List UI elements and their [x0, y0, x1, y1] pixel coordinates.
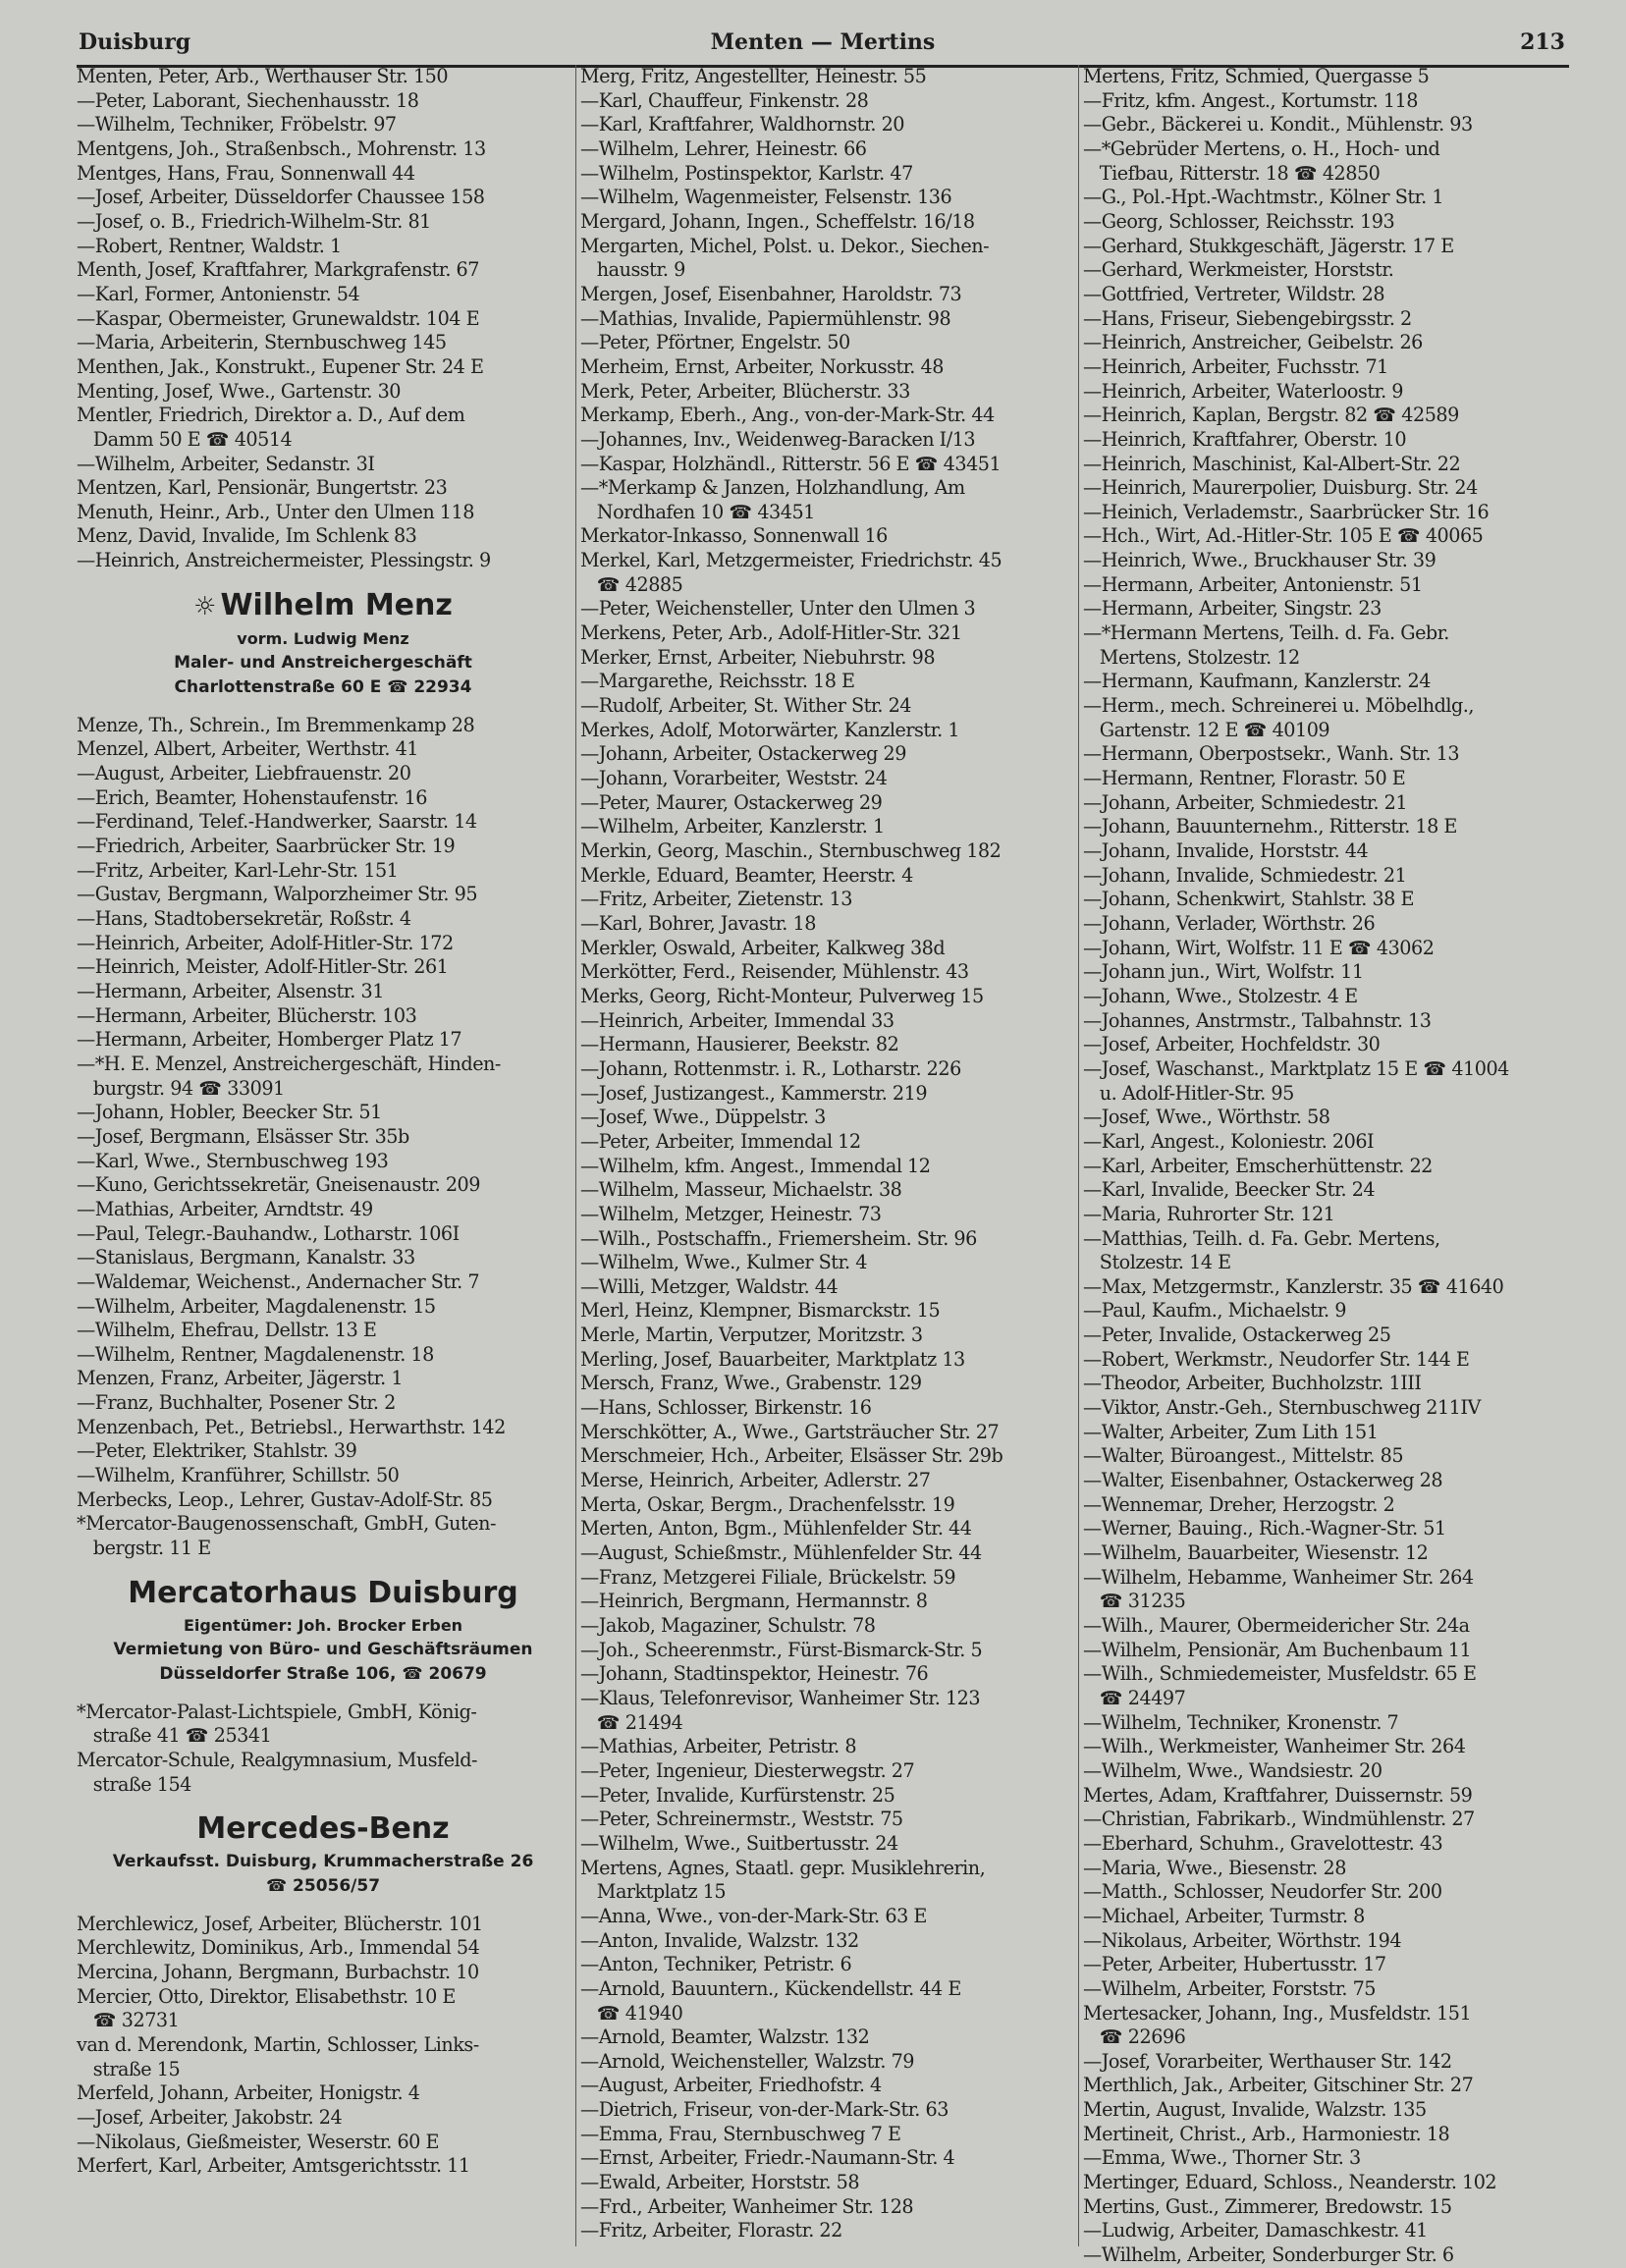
directory-entry: Mersch, Franz, Wwe., Grabenstr. 129: [580, 1372, 922, 1395]
directory-entry: —Wilhelm, Kranführer, Schillstr. 50: [77, 1464, 400, 1487]
directory-entry: —Christian, Fabrikarb., Windmühlenstr. 27: [1083, 1808, 1475, 1831]
directory-entry: —Stanislaus, Bergmann, Kanalstr. 33: [77, 1246, 415, 1269]
directory-entry: —Gustav, Bergmann, Walporzheimer Str. 95: [77, 883, 478, 906]
directory-entry: —Hans, Friseur, Siebengebirgsstr. 2: [1083, 306, 1412, 330]
directory-entry: Merl, Heinz, Klempner, Bismarckstr. 15: [580, 1299, 941, 1323]
directory-entry: —Hermann, Arbeiter, Singstr. 23: [1083, 597, 1382, 621]
directory-entry: —Robert, Rentner, Waldstr. 1: [77, 234, 342, 257]
directory-entry: —Heinrich, Wwe., Bruckhauser Str. 39: [1083, 549, 1436, 572]
directory-entry: Menzen, Franz, Arbeiter, Jägerstr. 1: [77, 1367, 404, 1390]
directory-entry: Merker, Ernst, Arbeiter, Niebuhrstr. 98: [580, 645, 936, 669]
column-3: [1078, 65, 1574, 2267]
directory-entry: —Wilh., Postschaffn., Friemersheim. Str. 96: [580, 1226, 977, 1250]
directory-entry: Menth, Josef, Kraftfahrer, Markgrafenstr. 67: [77, 258, 479, 282]
advert-title: Mercedes-Benz: [196, 1811, 450, 1847]
directory-entry: —Kaspar, Holzhändl., Ritterstr. 56 E ☎ 43451: [580, 452, 1002, 475]
directory-entry: —Peter, Maurer, Ostackerweg 29: [580, 790, 883, 814]
directory-entry: —Gebr., Bäckerei u. Kondit., Mühlenstr. 93: [1083, 113, 1473, 136]
directory-entry: —Johann, Bauunternehm., Ritterstr. 18 E: [1083, 815, 1457, 838]
directory-entry: —Maria, Wwe., Biesenstr. 28: [1083, 1856, 1346, 1879]
directory-entry: —Emma, Wwe., Thorner Str. 3: [1083, 2146, 1361, 2170]
directory-entry: —Ferdinand, Telef.-Handwerker, Saarstr. 14: [77, 810, 477, 834]
directory-entry: —Karl, Invalide, Beecker Str. 24: [1083, 1178, 1376, 1202]
advert-line: vorm. Ludwig Menz: [237, 628, 409, 648]
directory-entry: —Walter, Büroangest., Mittelstr. 85: [1083, 1444, 1404, 1468]
directory-entry: —Heinrich, Maschinist, Kal-Albert-Str. 22: [1083, 452, 1461, 475]
directory-entry: —Johann, Invalide, Horststr. 44: [1083, 839, 1369, 862]
directory-entry: u. Adolf-Hitler-Str. 95: [1083, 1081, 1294, 1105]
directory-entry: —Erich, Beamter, Hohenstaufenstr. 16: [77, 785, 427, 809]
directory-entry: —Anna, Wwe., von-der-Mark-Str. 63 E: [580, 1904, 927, 1927]
directory-entry: Mentges, Hans, Frau, Sonnenwall 44: [77, 161, 415, 185]
entry-list: [77, 65, 569, 573]
directory-entry: Menz, David, Invalide, Im Schlenk 83: [77, 524, 417, 548]
directory-entry: *Mercator-Palast-Lichtspiele, GmbH, König-: [77, 1700, 477, 1723]
directory-entry: —Johann, Invalide, Schmiedestr. 21: [1083, 863, 1407, 887]
directory-entry: Mertinger, Eduard, Schloss., Neanderstr. 102: [1083, 2171, 1497, 2194]
directory-entry: Mergen, Josef, Eisenbahner, Haroldstr. 73: [580, 282, 962, 305]
directory-entry: —Hermann, Arbeiter, Alsenstr. 31: [77, 979, 384, 1002]
directory-entry: —Eberhard, Schuhm., Gravelottestr. 43: [1083, 1831, 1443, 1855]
directory-entry: Mertes, Adam, Kraftfahrer, Duissernstr. 59: [1083, 1783, 1473, 1807]
directory-entry: —Ludwig, Arbeiter, Damaschkestr. 41: [1083, 2219, 1428, 2242]
directory-entry: —Heinrich, Arbeiter, Immendal 33: [580, 1008, 894, 1032]
directory-entry: —Mathias, Invalide, Papiermühlenstr. 98: [580, 306, 951, 330]
directory-entry: Merk, Peter, Arbeiter, Blücherstr. 33: [580, 379, 910, 403]
directory-entry: —Werner, Bauing., Rich.-Wagner-Str. 51: [1083, 1517, 1446, 1540]
directory-entry: Merschkötter, A., Wwe., Gartsträucher Str. 27: [580, 1420, 1000, 1443]
directory-entry: —Johannes, Inv., Weidenweg-Baracken I/13: [580, 427, 976, 451]
directory-entry: —Johann, Wirt, Wolfstr. 11 E ☎ 43062: [1083, 936, 1435, 959]
directory-entry: —Peter, Invalide, Ostackerweg 25: [1083, 1323, 1391, 1347]
directory-entry: —Waldemar, Weichenst., Andernacher Str. 7: [77, 1269, 480, 1293]
directory-entry: —Josef, Justizangest., Kammerstr. 219: [580, 1081, 928, 1105]
advert-title: ☼ Wilhelm Menz: [193, 587, 453, 622]
directory-entry: —Karl, Angest., Koloniestr. 206I: [1083, 1129, 1375, 1153]
directory-entry: —Paul, Kaufm., Michaelstr. 9: [1083, 1299, 1346, 1323]
directory-entry: —Maria, Ruhrorter Str. 121: [1083, 1202, 1335, 1225]
directory-entry: —Fritz, Arbeiter, Zietenstr. 13: [580, 888, 852, 911]
directory-entry: —Wilhelm, Arbeiter, Kanzlerstr. 1: [580, 815, 885, 838]
directory-entry: —Mathias, Arbeiter, Arndtstr. 49: [77, 1197, 373, 1220]
directory-entry: —Wilhelm, Bauarbeiter, Wiesenstr. 12: [1083, 1541, 1429, 1565]
directory-entry: Merle, Martin, Verputzer, Moritzstr. 3: [580, 1323, 923, 1347]
directory-entry: —Karl, Wwe., Sternbuschweg 193: [77, 1149, 389, 1172]
directory-entry: Merkator-Inkasso, Sonnenwall 16: [580, 524, 888, 548]
page-header: [77, 26, 1569, 68]
entry-list: [77, 1701, 569, 1798]
advert-line: Vermietung von Büro- und Geschäftsräumen: [113, 1640, 533, 1660]
directory-entry: Mercator-Schule, Realgymnasium, Musfeld-: [77, 1749, 478, 1771]
directory-entry: Merkler, Oswald, Arbeiter, Kalkweg 38d: [580, 936, 946, 959]
directory-entry: —Heinrich, Bergmann, Hermannstr. 8: [580, 1590, 928, 1613]
directory-entry: straße 154: [77, 1772, 191, 1796]
directory-entry: ☎ 22696: [1083, 2025, 1186, 2049]
directory-entry: Merkamp, Eberh., Ang., von-der-Mark-Str. 44: [580, 404, 995, 427]
directory-entry: —Wilhelm, Lehrer, Heinestr. 66: [580, 136, 867, 160]
directory-entry: —Wilhelm, Techniker, Kronenstr. 7: [1083, 1710, 1399, 1734]
directory-entry: Merkens, Peter, Arb., Adolf-Hitler-Str. 321: [580, 621, 962, 645]
entry-list: [77, 1913, 569, 2179]
directory-entry: Merthlich, Jak., Arbeiter, Gitschiner Str. 27: [1083, 2074, 1474, 2097]
directory-entry: —Franz, Metzgerei Filiale, Brückelstr. 59: [580, 1565, 956, 1589]
directory-entry: —Margarethe, Reichsstr. 18 E: [580, 670, 855, 693]
advert-line: Maler- und Anstreichergeschäft: [174, 653, 472, 674]
directory-entry: —Friedrich, Arbeiter, Saarbrücker Str. 19: [77, 835, 456, 858]
directory-entry: —Johannes, Anstrmstr., Talbahnstr. 13: [1083, 1008, 1432, 1032]
directory-entry: van d. Merendonk, Martin, Schlosser, Links-: [77, 2032, 479, 2056]
directory-entry: —Wennemar, Dreher, Herzogstr. 2: [1083, 1492, 1395, 1516]
directory-entry: —Jakob, Magaziner, Schulstr. 78: [580, 1614, 876, 1637]
directory-entry: Stolzestr. 14 E: [1083, 1251, 1231, 1274]
directory-entry: —Hermann, Arbeiter, Blücherstr. 103: [77, 1003, 417, 1027]
directory-entry: —Johann, Arbeiter, Schmiedestr. 21: [1083, 790, 1408, 814]
directory-entry: Mertineit, Christ., Arb., Harmoniestr. 18: [1083, 2122, 1450, 2145]
advert-line: ☎ 25056/57: [265, 1875, 381, 1896]
directory-entry: bergstr. 11 E: [77, 1537, 211, 1560]
directory-entry: —Max, Metzgermstr., Kanzlerstr. 35 ☎ 41640: [1083, 1274, 1504, 1298]
directory-entry: —Hermann, Kaufmann, Kanzlerstr. 24: [1083, 670, 1431, 693]
directory-entry: —Peter, Schreinermstr., Weststr. 75: [580, 1808, 903, 1831]
directory-entry: Tiefbau, Ritterstr. 18 ☎ 42850: [1083, 161, 1381, 185]
directory-entry: Damm 50 E ☎ 40514: [77, 427, 293, 451]
directory-entry: —Rudolf, Arbeiter, St. Wither Str. 24: [580, 694, 912, 718]
directory-entry: —Hermann, Hausierer, Beekstr. 82: [580, 1033, 899, 1056]
directory-entry: —Ernst, Arbeiter, Friedr.-Naumann-Str. 4: [580, 2146, 955, 2170]
directory-entry: —Johann, Wwe., Stolzestr. 4 E: [1083, 984, 1358, 1007]
directory-entry: —Heinrich, Kaplan, Bergstr. 82 ☎ 42589: [1083, 404, 1459, 427]
directory-entry: Menthen, Jak., Konstrukt., Eupener Str. 24 E: [77, 354, 484, 378]
directory-entry: straße 41 ☎ 25341: [77, 1724, 272, 1748]
directory-entry: —Karl, Kraftfahrer, Waldhornstr. 20: [580, 113, 904, 136]
directory-entry: —Josef, Vorarbeiter, Werthauser Str. 142: [1083, 2049, 1452, 2073]
directory-entry: —Dietrich, Friseur, von-der-Mark-Str. 63: [580, 2098, 948, 2122]
directory-entry: —Walter, Arbeiter, Zum Lith 151: [1083, 1420, 1379, 1443]
directory-entry: —Heinrich, Arbeiter, Waterloostr. 9: [1083, 379, 1404, 403]
directory-entry: —Wilhelm, Wwe., Kulmer Str. 4: [580, 1251, 867, 1274]
directory-entry: —Fritz, kfm. Angest., Kortumstr. 118: [1083, 88, 1418, 112]
directory-entry: —Hermann, Arbeiter, Antonienstr. 51: [1083, 572, 1423, 596]
directory-entry: —Frd., Arbeiter, Wanheimer Str. 128: [580, 2194, 914, 2218]
directory-entry: —Wilhelm, kfm. Angest., Immendal 12: [580, 1154, 931, 1177]
directory-entry: —Gottfried, Vertreter, Wildstr. 28: [1083, 282, 1385, 305]
directory-entry: —Johann, Hobler, Beecker Str. 51: [77, 1101, 382, 1124]
directory-entry: —Johann, Verlader, Wörthstr. 26: [1083, 911, 1376, 935]
directory-entry: Merta, Oskar, Bergm., Drachenfelsstr. 19: [580, 1492, 955, 1516]
directory-entry: Merks, Georg, Richt-Monteur, Pulverweg 15: [580, 984, 984, 1007]
directory-entry: Mercier, Otto, Direktor, Elisabethstr. 10 E: [77, 1984, 456, 2008]
directory-entry: —Joh., Scheerenmstr., Fürst-Bismarck-Str. 5: [580, 1638, 983, 1661]
directory-entry: —August, Arbeiter, Friedhofstr. 4: [580, 2074, 882, 2097]
directory-entry: —Gerhard, Stukkgeschäft, Jägerstr. 17 E: [1083, 234, 1454, 257]
directory-entry: —Wilhelm, Ehefrau, Dellstr. 13 E: [77, 1319, 377, 1342]
directory-entry: *Mercator-Baugenossenschaft, GmbH, Guten-: [77, 1512, 496, 1536]
directory-entry: Mertin, August, Invalide, Walzstr. 135: [1083, 2098, 1427, 2122]
directory-entry: —Heinrich, Arbeiter, Adolf-Hitler-Str. 172: [77, 931, 454, 954]
directory-entry: —Hans, Stadtobersekretär, Roßstr. 4: [77, 907, 411, 930]
directory-entry: —Wilhelm, Pensionär, Am Buchenbaum 11: [1083, 1638, 1472, 1661]
directory-entry: —Gerhard, Werkmeister, Horststr.: [1083, 258, 1394, 282]
directory-entry: —August, Arbeiter, Liebfrauenstr. 20: [77, 762, 411, 785]
directory-entry: —Johann, Rottenmstr. i. R., Lotharstr. 226: [580, 1056, 961, 1080]
directory-entry: —Wilhelm, Wwe., Suitbertusstr. 24: [580, 1831, 898, 1855]
directory-entry: ☎ 24497: [1083, 1686, 1186, 1709]
column-2: [575, 65, 1075, 2246]
directory-entry: Merkel, Karl, Metzgermeister, Friedrichstr. 45: [580, 549, 1003, 572]
directory-entry: —Mathias, Arbeiter, Petristr. 8: [580, 1735, 857, 1758]
directory-entry: —Wilhelm, Arbeiter, Sedanstr. 3I: [77, 452, 375, 475]
directory-entry: —Matth., Schlosser, Neudorfer Str. 200: [1083, 1880, 1442, 1904]
directory-entry: —Peter, Ingenieur, Diesterwegstr. 27: [580, 1758, 915, 1782]
directory-entry: Merfeld, Johann, Arbeiter, Honigstr. 4: [77, 2081, 420, 2105]
page-number: 213: [1520, 29, 1565, 55]
directory-entry: Merbecks, Leop., Lehrer, Gustav-Adolf-Str. 85: [77, 1487, 493, 1511]
directory-entry: Menzenbach, Pet., Betriebsl., Herwarthstr. 142: [77, 1415, 506, 1438]
directory-entry: —Robert, Werkmstr., Neudorfer Str. 144 E: [1083, 1347, 1470, 1371]
directory-entry: —Herm., mech. Schreinerei u. Möbelhdlg.,: [1083, 694, 1474, 718]
directory-entry: —Wilhelm, Hebamme, Wanheimer Str. 264: [1083, 1565, 1474, 1589]
directory-entry: —Maria, Arbeiterin, Sternbuschweg 145: [77, 331, 447, 354]
directory-entry: straße 15: [77, 2057, 181, 2080]
directory-entry: —Peter, Elektriker, Stahlstr. 39: [77, 1439, 357, 1463]
directory-entry: Mentgens, Joh., Straßenbsch., Mohrenstr. 13: [77, 136, 486, 160]
directory-entry: —Arnold, Bauuntern., Kückendellstr. 44 E: [580, 1976, 961, 2000]
directory-entry: Merkle, Eduard, Beamter, Heerstr. 4: [580, 863, 913, 887]
directory-entry: —*H. E. Menzel, Anstreichergeschäft, Hinden-: [77, 1052, 501, 1075]
directory-entry: Mertens, Agnes, Staatl. gepr. Musiklehrerin,: [580, 1856, 986, 1879]
directory-entry: —Peter, Pförtner, Engelstr. 50: [580, 331, 850, 354]
directory-entry: —Arnold, Weichensteller, Walzstr. 79: [580, 2049, 914, 2073]
directory-entry: —Heinich, Verlademstr., Saarbrücker Str. 16: [1083, 500, 1490, 523]
directory-entry: —Wilh., Werkmeister, Wanheimer Str. 264: [1083, 1735, 1466, 1758]
directory-entry: —Michael, Arbeiter, Turmstr. 8: [1083, 1904, 1365, 1927]
directory-entry: Mentler, Friedrich, Direktor a. D., Auf dem: [77, 404, 465, 427]
directory-entry: —Wilhelm, Arbeiter, Magdalenenstr. 15: [77, 1294, 436, 1318]
sun-logo-icon: ☼: [193, 591, 217, 621]
directory-entry: —Wilhelm, Rentner, Magdalenenstr. 18: [77, 1342, 434, 1366]
directory-entry: Mergard, Johann, Ingen., Scheffelstr. 16/18: [580, 209, 975, 233]
advert-mercedes-benz: [77, 1809, 569, 1912]
directory-entry: ☎ 41940: [580, 2001, 683, 2025]
directory-entry: —Nikolaus, Gießmeister, Weserstr. 60 E: [77, 2130, 439, 2153]
directory-entry: Merse, Heinrich, Arbeiter, Adlerstr. 27: [580, 1469, 931, 1492]
directory-entry: —August, Schießmstr., Mühlenfelder Str. 44: [580, 1541, 982, 1565]
directory-entry: —Karl, Arbeiter, Emscherhüttenstr. 22: [1083, 1154, 1433, 1177]
directory-entry: —Wilhelm, Arbeiter, Forststr. 75: [1083, 1976, 1376, 2000]
directory-entry: —Wilhelm, Techniker, Fröbelstr. 97: [77, 113, 397, 136]
directory-entry: —Karl, Bohrer, Javastr. 18: [580, 911, 816, 935]
directory-entry: —Josef, Wwe., Wörthstr. 58: [1083, 1106, 1330, 1129]
directory-entry: ☎ 32731: [77, 2009, 180, 2032]
directory-entry: —Willi, Metzger, Waldstr. 44: [580, 1274, 839, 1298]
directory-entry: —Wilhelm, Arbeiter, Sonderburger Str. 6: [1083, 2243, 1454, 2267]
directory-entry: —Wilhelm, Wagenmeister, Felsenstr. 136: [580, 186, 952, 209]
directory-entry: —Heinrich, Maurerpolier, Duisburg. Str. 24: [1083, 476, 1478, 500]
advert-line: Düsseldorfer Straße 106, ☎ 20679: [159, 1664, 487, 1685]
directory-entry: —Viktor, Anstr.-Geh., Sternbuschweg 211IV: [1083, 1396, 1481, 1420]
directory-entry: —Johann, Schenkwirt, Stahlstr. 38 E: [1083, 888, 1414, 911]
directory-entry: —Paul, Telegr.-Bauhandw., Lotharstr. 106I: [77, 1221, 460, 1245]
directory-entry: Mercina, Johann, Bergmann, Burbachstr. 10: [77, 1960, 479, 1983]
directory-entry: —Johann, Arbeiter, Ostackerweg 29: [580, 742, 906, 766]
directory-entry: —Peter, Arbeiter, Hubertusstr. 17: [1083, 1953, 1386, 1976]
entry-list: [77, 714, 569, 1561]
directory-entry: Mertens, Stolzestr. 12: [1083, 645, 1300, 669]
directory-entry: —Karl, Former, Antonienstr. 54: [77, 282, 360, 305]
directory-entry: —Arnold, Beamter, Walzstr. 132: [580, 2025, 870, 2049]
directory-entry: —*Gebrüder Mertens, o. H., Hoch- und: [1083, 136, 1440, 160]
directory-entry: —Wilhelm, Masseur, Michaelstr. 38: [580, 1178, 902, 1202]
directory-entry: —Josef, Bergmann, Elsässer Str. 35b: [77, 1124, 409, 1148]
directory-entry: —Heinrich, Anstreichermeister, Plessingstr. 9: [77, 549, 491, 572]
directory-entry: —Josef, Arbeiter, Hochfeldstr. 30: [1083, 1033, 1381, 1056]
directory-entry: —Hch., Wirt, Ad.-Hitler-Str. 105 E ☎ 40065: [1083, 524, 1484, 548]
directory-entry: —Karl, Chauffeur, Finkenstr. 28: [580, 88, 869, 112]
directory-entry: —Klaus, Telefonrevisor, Wanheimer Str. 123: [580, 1686, 981, 1709]
directory-entry: Marktplatz 15: [580, 1880, 727, 1904]
directory-entry: —Heinrich, Anstreicher, Geibelstr. 26: [1083, 331, 1423, 354]
directory-entry: —Heinrich, Meister, Adolf-Hitler-Str. 261: [77, 955, 449, 979]
advert-line: Eigentümer: Joh. Brocker Erben: [183, 1615, 463, 1635]
directory-entry: Menten, Peter, Arb., Werthauser Str. 150: [77, 65, 449, 87]
column-1: [77, 65, 569, 2246]
directory-entry: —Heinrich, Arbeiter, Fuchsstr. 71: [1083, 354, 1388, 378]
directory-entry: Mertesacker, Johann, Ing., Musfeldstr. 151: [1083, 2001, 1472, 2025]
header-range: Menten — Mertins: [710, 29, 936, 55]
directory-entry: —Anton, Invalide, Walzstr. 132: [580, 1928, 859, 1952]
directory-entry: —Wilhelm, Metzger, Heinestr. 73: [580, 1202, 882, 1225]
directory-entry: —Hermann, Oberpostsekr., Wanh. Str. 13: [1083, 742, 1460, 766]
directory-entry: Nordhafen 10 ☎ 43451: [580, 500, 815, 523]
directory-entry: —Peter, Invalide, Kurfürstenstr. 25: [580, 1783, 895, 1807]
directory-entry: —Peter, Laborant, Siechenhausstr. 18: [77, 88, 419, 112]
directory-entry: —Hans, Schlosser, Birkenstr. 16: [580, 1396, 872, 1420]
directory-entry: —Anton, Techniker, Petristr. 6: [580, 1953, 852, 1976]
directory-entry: ☎ 31235: [1083, 1590, 1186, 1613]
directory-entry: Menzel, Albert, Arbeiter, Werthstr. 41: [77, 737, 418, 761]
directory-entry: Menuth, Heinr., Arb., Unter den Ulmen 118: [77, 500, 474, 523]
directory-entry: —Hermann, Rentner, Florastr. 50 E: [1083, 767, 1406, 790]
directory-entry: Merschmeier, Hch., Arbeiter, Elsässer Str. 29b: [580, 1444, 1003, 1468]
directory-entry: —Fritz, Arbeiter, Florastr. 22: [580, 2219, 842, 2242]
directory-entry: —Georg, Schlosser, Reichsstr. 193: [1083, 209, 1395, 233]
directory-entry: —Emma, Frau, Sternbuschweg 7 E: [580, 2122, 901, 2145]
advert-wilhelm-menz: [77, 585, 569, 714]
entry-list: [580, 65, 1075, 2243]
directory-entry: —Wilh., Maurer, Obermeidericher Str. 24a: [1083, 1614, 1470, 1637]
directory-entry: Merkötter, Ferd., Reisender, Mühlenstr. 43: [580, 960, 969, 984]
directory-entry: ☎ 42885: [580, 572, 683, 596]
directory-entry: Merchlewitz, Dominikus, Arb., Immendal 54: [77, 1936, 480, 1960]
directory-entry: Menze, Th., Schrein., Im Bremmenkamp 28: [77, 713, 475, 736]
directory-entry: —Josef, o. B., Friedrich-Wilhelm-Str. 81: [77, 209, 431, 233]
directory-entry: —G., Pol.-Hpt.-Wachtmstr., Kölner Str. 1: [1083, 186, 1444, 209]
directory-entry: —Walter, Eisenbahner, Ostackerweg 28: [1083, 1469, 1443, 1492]
directory-entry: —Heinrich, Kraftfahrer, Oberstr. 10: [1083, 427, 1407, 451]
advert-line: Charlottenstraße 60 E ☎ 22934: [174, 677, 472, 698]
directory-entry: burgstr. 94 ☎ 33091: [77, 1076, 285, 1100]
directory-entry: —Wilhelm, Wwe., Wandsiestr. 20: [1083, 1758, 1382, 1782]
directory-entry: —Josef, Wwe., Düppelstr. 3: [580, 1106, 826, 1129]
directory-entry: Merg, Fritz, Angestellter, Heinestr. 55: [580, 65, 927, 87]
directory-entry: —*Hermann Mertens, Teilh. d. Fa. Gebr.: [1083, 621, 1449, 645]
directory-entry: —Fritz, Arbeiter, Karl-Lehr-Str. 151: [77, 858, 399, 882]
directory-entry: Menting, Josef, Wwe., Gartenstr. 30: [77, 379, 401, 403]
directory-entry: —Theodor, Arbeiter, Buchholzstr. 1III: [1083, 1372, 1422, 1395]
directory-entry: Gartenstr. 12 E ☎ 40109: [1083, 718, 1330, 741]
directory-entry: Mentzen, Karl, Pensionär, Bungertstr. 23: [77, 476, 448, 500]
directory-entry: —Josef, Arbeiter, Düsseldorfer Chaussee 158: [77, 186, 485, 209]
directory-entry: ☎ 21494: [580, 1710, 683, 1734]
directory-entry: —Josef, Arbeiter, Jakobstr. 24: [77, 2105, 343, 2129]
entry-list: [1083, 65, 1574, 2268]
advert-mercatorhaus: [77, 1573, 569, 1701]
directory-entry: Merkes, Adolf, Motorwärter, Kanzlerstr. 1: [580, 718, 960, 741]
directory-entry: —Kuno, Gerichtssekretär, Gneisenaustr. 209: [77, 1173, 480, 1197]
directory-entry: Mertins, Gust., Zimmerer, Bredowstr. 15: [1083, 2194, 1452, 2218]
directory-entry: Merheim, Ernst, Arbeiter, Norkusstr. 48: [580, 354, 944, 378]
header-city: Duisburg: [79, 29, 191, 55]
directory-entry: Merling, Josef, Bauarbeiter, Marktplatz 13: [580, 1347, 965, 1371]
directory-entry: —Ewald, Arbeiter, Horststr. 58: [580, 2171, 860, 2194]
directory-entry: —Johann jun., Wirt, Wolfstr. 11: [1083, 960, 1364, 984]
directory-entry: —Franz, Buchhalter, Posener Str. 2: [77, 1391, 396, 1415]
directory-entry: —Johann, Vorarbeiter, Weststr. 24: [580, 767, 888, 790]
directory-entry: —Wilhelm, Postinspektor, Karlstr. 47: [580, 161, 913, 185]
directory-entry: —Peter, Weichensteller, Unter den Ulmen 3: [580, 597, 976, 621]
directory-entry: Merten, Anton, Bgm., Mühlenfelder Str. 44: [580, 1517, 972, 1540]
directory-entry: Merchlewicz, Josef, Arbeiter, Blücherstr. 101: [77, 1912, 483, 1935]
directory-entry: —Johann, Stadtinspektor, Heinestr. 76: [580, 1662, 929, 1686]
advert-title: Mercatorhaus Duisburg: [128, 1575, 518, 1610]
directory-entry: Mertens, Fritz, Schmied, Quergasse 5: [1083, 65, 1430, 87]
directory-entry: —*Merkamp & Janzen, Holzhandlung, Am: [580, 476, 965, 500]
directory-entry: —Kaspar, Obermeister, Grunewaldstr. 104 E: [77, 306, 480, 330]
directory-entry: Merkin, Georg, Maschin., Sternbuschweg 182: [580, 839, 1002, 862]
directory-entry: —Hermann, Arbeiter, Homberger Platz 17: [77, 1028, 462, 1052]
directory-entry: —Matthias, Teilh. d. Fa. Gebr. Mertens,: [1083, 1226, 1440, 1250]
directory-entry: Merfert, Karl, Arbeiter, Amtsgerichtsstr. 11: [77, 2154, 470, 2178]
directory-entry: —Josef, Waschanst., Marktplatz 15 E ☎ 41004: [1083, 1056, 1509, 1080]
directory-entry: hausstr. 9: [580, 258, 685, 282]
directory-entry: —Nikolaus, Arbeiter, Wörthstr. 194: [1083, 1928, 1402, 1952]
directory-entry: Mergarten, Michel, Polst. u. Dekor., Siechen-: [580, 234, 990, 257]
directory-entry: —Wilh., Schmiedemeister, Musfeldstr. 65 E: [1083, 1662, 1477, 1686]
advert-line: Verkaufsst. Duisburg, Krummacherstraße 26: [112, 1852, 534, 1872]
directory-entry: —Peter, Arbeiter, Immendal 12: [580, 1129, 861, 1153]
